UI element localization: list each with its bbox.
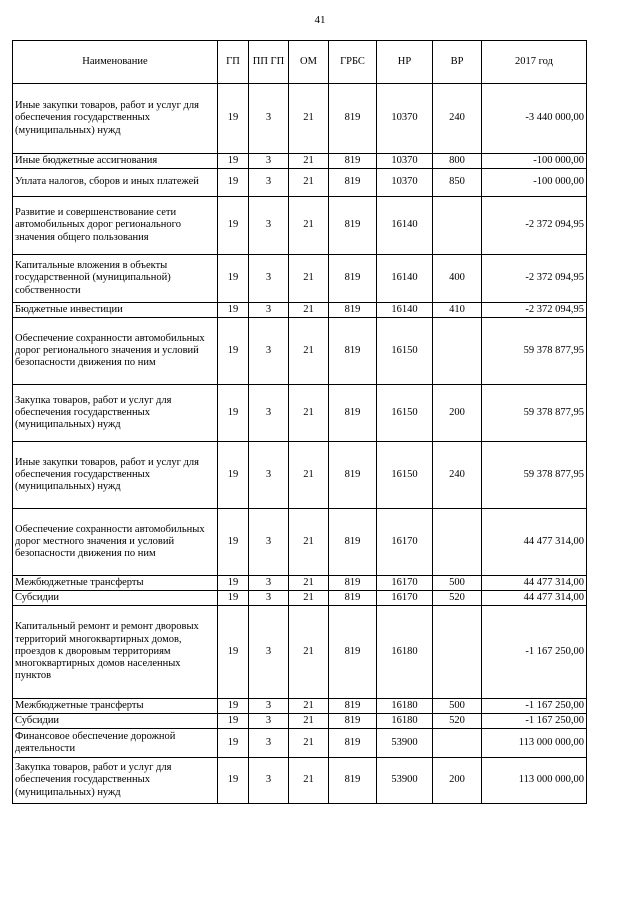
cell-ppgp: 3	[249, 303, 289, 318]
cell-gp: 19	[218, 509, 249, 576]
cell-name: Межбюджетные трансферты	[13, 576, 218, 591]
cell-om: 21	[289, 729, 329, 758]
cell-name: Бюджетные инвестиции	[13, 303, 218, 318]
table-row	[13, 729, 587, 758]
table-row	[13, 442, 587, 509]
cell-om: 21	[289, 442, 329, 509]
cell-ppgp: 3	[249, 197, 289, 255]
cell-vr: 500	[433, 576, 482, 591]
cell-grbs: 819	[329, 758, 377, 804]
cell-nr: 16150	[377, 318, 433, 385]
cell-vr: 240	[433, 442, 482, 509]
cell-nr: 16150	[377, 442, 433, 509]
col-header-nr: НР	[377, 41, 433, 84]
cell-gp: 19	[218, 699, 249, 714]
cell-ppgp: 3	[249, 154, 289, 169]
cell-om: 21	[289, 154, 329, 169]
cell-om: 21	[289, 714, 329, 729]
cell-gp: 19	[218, 154, 249, 169]
cell-om: 21	[289, 169, 329, 197]
cell-name: Субсидии	[13, 714, 218, 729]
cell-amount: 44 477 314,00	[482, 591, 587, 606]
cell-amount: -2 372 094,95	[482, 197, 587, 255]
cell-gp: 19	[218, 442, 249, 509]
cell-amount: -1 167 250,00	[482, 699, 587, 714]
cell-ppgp: 3	[249, 84, 289, 154]
cell-vr: 520	[433, 714, 482, 729]
cell-grbs: 819	[329, 699, 377, 714]
cell-name: Финансовое обеспечение дорожной деятельности	[13, 729, 218, 758]
cell-ppgp: 3	[249, 591, 289, 606]
cell-nr: 16180	[377, 699, 433, 714]
col-header-amount: 2017 год	[482, 41, 587, 84]
table-row	[13, 303, 587, 318]
cell-ppgp: 3	[249, 255, 289, 303]
cell-name: Обеспечение сохранности автомобильных дорог местного значения и условий безопасности движения по ним	[13, 509, 218, 576]
cell-om: 21	[289, 84, 329, 154]
cell-amount: -3 440 000,00	[482, 84, 587, 154]
cell-ppgp: 3	[249, 714, 289, 729]
cell-name: Закупка товаров, работ и услуг для обеспечения государственных (муниципальных) нужд	[13, 385, 218, 442]
table-row	[13, 591, 587, 606]
col-header-ppgp: ПП ГП	[249, 41, 289, 84]
cell-ppgp: 3	[249, 318, 289, 385]
col-header-gp: ГП	[218, 41, 249, 84]
cell-amount: -1 167 250,00	[482, 714, 587, 729]
cell-grbs: 819	[329, 84, 377, 154]
table-row	[13, 576, 587, 591]
cell-amount: -1 167 250,00	[482, 606, 587, 699]
cell-vr: 410	[433, 303, 482, 318]
cell-gp: 19	[218, 169, 249, 197]
cell-gp: 19	[218, 729, 249, 758]
cell-amount: -2 372 094,95	[482, 303, 587, 318]
cell-nr: 10370	[377, 154, 433, 169]
cell-amount: -2 372 094,95	[482, 255, 587, 303]
cell-ppgp: 3	[249, 729, 289, 758]
cell-nr: 16150	[377, 385, 433, 442]
cell-name: Иные закупки товаров, работ и услуг для обеспечения государственных (муниципальных) нужд	[13, 84, 218, 154]
cell-nr: 10370	[377, 84, 433, 154]
cell-name: Капитальный ремонт и ремонт дворовых территорий многоквартирных домов, проездов к дворовым территориям многоквартирных домов населенных пунктов	[13, 606, 218, 699]
cell-amount: -100 000,00	[482, 154, 587, 169]
cell-amount: 113 000 000,00	[482, 758, 587, 804]
cell-grbs: 819	[329, 606, 377, 699]
cell-gp: 19	[218, 758, 249, 804]
col-header-vr: ВР	[433, 41, 482, 84]
cell-vr	[433, 509, 482, 576]
cell-vr	[433, 729, 482, 758]
cell-om: 21	[289, 606, 329, 699]
cell-nr: 16170	[377, 591, 433, 606]
page-number: 41	[314, 14, 326, 26]
cell-gp: 19	[218, 606, 249, 699]
cell-nr: 16140	[377, 255, 433, 303]
cell-vr: 240	[433, 84, 482, 154]
cell-vr	[433, 318, 482, 385]
cell-om: 21	[289, 509, 329, 576]
cell-ppgp: 3	[249, 442, 289, 509]
cell-om: 21	[289, 591, 329, 606]
cell-ppgp: 3	[249, 699, 289, 714]
cell-name: Капитальные вложения в объекты государственной (муниципальной) собственности	[13, 255, 218, 303]
cell-ppgp: 3	[249, 606, 289, 699]
cell-vr: 850	[433, 169, 482, 197]
cell-grbs: 819	[329, 154, 377, 169]
cell-nr: 16170	[377, 509, 433, 576]
table-row	[13, 606, 587, 699]
cell-om: 21	[289, 318, 329, 385]
table-row	[13, 154, 587, 169]
cell-grbs: 819	[329, 729, 377, 758]
cell-nr: 16140	[377, 197, 433, 255]
cell-om: 21	[289, 576, 329, 591]
cell-vr	[433, 197, 482, 255]
cell-om: 21	[289, 758, 329, 804]
table-row	[13, 509, 587, 576]
cell-vr: 200	[433, 758, 482, 804]
cell-om: 21	[289, 699, 329, 714]
cell-nr: 16170	[377, 576, 433, 591]
cell-gp: 19	[218, 385, 249, 442]
cell-gp: 19	[218, 714, 249, 729]
cell-amount: 59 378 877,95	[482, 318, 587, 385]
cell-grbs: 819	[329, 303, 377, 318]
cell-grbs: 819	[329, 591, 377, 606]
table-row	[13, 84, 587, 154]
table-row	[13, 197, 587, 255]
table-row	[13, 169, 587, 197]
cell-ppgp: 3	[249, 509, 289, 576]
table-row	[13, 758, 587, 804]
cell-grbs: 819	[329, 385, 377, 442]
cell-gp: 19	[218, 318, 249, 385]
table-row	[13, 385, 587, 442]
cell-vr: 500	[433, 699, 482, 714]
cell-vr: 200	[433, 385, 482, 442]
cell-name: Уплата налогов, сборов и иных платежей	[13, 169, 218, 197]
cell-vr	[433, 606, 482, 699]
cell-name: Межбюджетные трансферты	[13, 699, 218, 714]
cell-gp: 19	[218, 197, 249, 255]
cell-name: Развитие и совершенствование сети автомобильных дорог регионального значения общего пользования	[13, 197, 218, 255]
cell-vr: 400	[433, 255, 482, 303]
cell-nr: 10370	[377, 169, 433, 197]
cell-amount: 59 378 877,95	[482, 442, 587, 509]
cell-amount: 113 000 000,00	[482, 729, 587, 758]
col-header-grbs: ГРБС	[329, 41, 377, 84]
cell-amount: 44 477 314,00	[482, 509, 587, 576]
cell-om: 21	[289, 197, 329, 255]
cell-gp: 19	[218, 84, 249, 154]
cell-om: 21	[289, 303, 329, 318]
cell-om: 21	[289, 385, 329, 442]
cell-nr: 53900	[377, 729, 433, 758]
cell-amount: -100 000,00	[482, 169, 587, 197]
cell-grbs: 819	[329, 442, 377, 509]
cell-ppgp: 3	[249, 169, 289, 197]
cell-ppgp: 3	[249, 385, 289, 442]
cell-name: Субсидии	[13, 591, 218, 606]
cell-nr: 16180	[377, 606, 433, 699]
cell-nr: 16140	[377, 303, 433, 318]
cell-grbs: 819	[329, 197, 377, 255]
table-row	[13, 714, 587, 729]
cell-vr: 520	[433, 591, 482, 606]
cell-name: Иные закупки товаров, работ и услуг для обеспечения государственных (муниципальных) нужд	[13, 442, 218, 509]
col-header-om: ОМ	[289, 41, 329, 84]
table-row	[13, 255, 587, 303]
cell-vr: 800	[433, 154, 482, 169]
cell-gp: 19	[218, 591, 249, 606]
table-row	[13, 699, 587, 714]
budget-table	[12, 40, 587, 804]
cell-gp: 19	[218, 255, 249, 303]
cell-grbs: 819	[329, 169, 377, 197]
cell-grbs: 819	[329, 576, 377, 591]
cell-amount: 59 378 877,95	[482, 385, 587, 442]
table-header-row	[13, 41, 587, 84]
cell-name: Закупка товаров, работ и услуг для обеспечения государственных (муниципальных) нужд	[13, 758, 218, 804]
table-row	[13, 318, 587, 385]
cell-name: Иные бюджетные ассигнования	[13, 154, 218, 169]
cell-grbs: 819	[329, 714, 377, 729]
cell-nr: 16180	[377, 714, 433, 729]
cell-gp: 19	[218, 303, 249, 318]
cell-amount: 44 477 314,00	[482, 576, 587, 591]
cell-gp: 19	[218, 576, 249, 591]
cell-nr: 53900	[377, 758, 433, 804]
cell-grbs: 819	[329, 318, 377, 385]
cell-ppgp: 3	[249, 576, 289, 591]
cell-grbs: 819	[329, 509, 377, 576]
cell-grbs: 819	[329, 255, 377, 303]
cell-ppgp: 3	[249, 758, 289, 804]
col-header-name: Наименование	[13, 41, 218, 84]
cell-om: 21	[289, 255, 329, 303]
cell-name: Обеспечение сохранности автомобильных дорог регионального значения и условий безопасности движения по ним	[13, 318, 218, 385]
